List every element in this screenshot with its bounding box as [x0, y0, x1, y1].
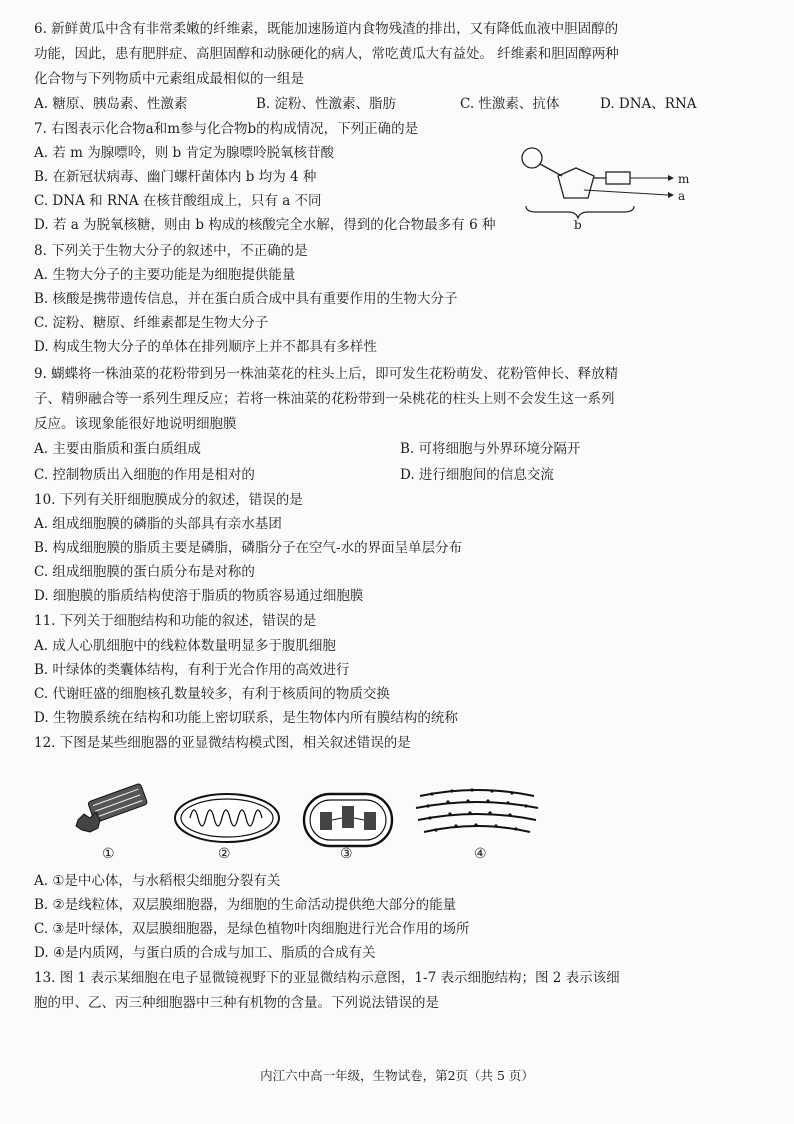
q7-option-d: D. 若 a 为脱氧核糖，则由 b 构成的核酸完全水解，得到的化合物最多有 6 种 — [34, 217, 496, 233]
q10-stem: 10. 下列有关肝细胞膜成分的叙述，错误的是 — [34, 492, 303, 508]
q10-option-d: D. 细胞膜的脂质结构使溶于脂质的物质容易通过细胞膜 — [34, 588, 364, 604]
q7-option-c: C. DNA 和 RNA 在核苷酸组成上，只有 a 不同 — [34, 193, 322, 209]
er-figure — [412, 786, 542, 846]
mitochondrion-figure — [172, 790, 282, 846]
q8-option-b: B. 核酸是携带遗传信息，并在蛋白质合成中具有重要作用的生物大分子 — [34, 291, 458, 307]
q10-option-b: B. 构成细胞膜的脂质主要是磷脂，磷脂分子在空气-水的界面呈单层分布 — [34, 540, 463, 556]
q8-option-a: A. 生物大分子的主要功能是为细胞提供能量 — [34, 267, 296, 283]
fig-label-b: b — [574, 218, 582, 232]
q7-option-b: B. 在新冠状病毒、幽门螺杆菌体内 b 均为 4 种 — [34, 169, 317, 185]
q7-stem: 7. 右图表示化合物a和m参与化合物b的构成情况，下列正确的是 — [34, 121, 419, 137]
q10-option-c: C. 组成细胞膜的蛋白质分布是对称的 — [34, 564, 255, 580]
q6-line1: 6. 新鲜黄瓜中含有非常柔嫩的纤维素，既能加速肠道内食物残渣的排出，又有降低血液中胆固醇的 — [34, 21, 619, 37]
fig-label-a: a — [678, 189, 686, 203]
centriole-figure — [68, 778, 158, 838]
q8-stem: 8. 下列关于生物大分子的叙述中，不正确的是 — [34, 243, 308, 259]
q8-option-d: D. 构成生物大分子的单体在排列顺序上并不都具有多样性 — [34, 339, 377, 355]
q11-option-a: A. 成人心肌细胞中的线粒体数量明显多于腹肌细胞 — [34, 638, 336, 654]
q12-option-b: B. ②是线粒体，双层膜细胞器，为细胞的生命活动提供绝大部分的能量 — [34, 897, 457, 913]
figure-label-1: ① — [102, 846, 115, 862]
q13-line2: 胞的甲、乙、丙三种细胞器中三种有机物的含量。下列说法错误的是 — [34, 995, 439, 1011]
nucleotide-diagram — [518, 140, 708, 232]
figure-label-3: ③ — [340, 846, 353, 862]
q8-option-c: C. 淀粉、糖原、纤维素都是生物大分子 — [34, 315, 269, 331]
q9-option-b: B. 可将细胞与外界环境分隔开 — [400, 441, 581, 457]
q11-option-d: D. 生物膜系统在结构和功能上密切联系，是生物体内所有膜结构的统称 — [34, 710, 458, 726]
q9-line3: 反应。该现象能很好地说明细胞膜 — [34, 416, 237, 432]
q13-line1: 13. 图 1 表示某细胞在电子显微镜视野下的亚显微结构示意图，1-7 表示细胞结构；图 2 表示该细 — [34, 970, 620, 986]
q9-line1: 9. 蝴蝶将一株油菜的花粉带到另一株油菜花的柱头上后，即可发生花粉萌发、花粉管伸长、释放精 — [34, 366, 619, 382]
q9-line2: 子、精卵融合等一系列生理反应；若将一株油菜的花粉带到一朵桃花的柱头上则不会发生这一系列 — [34, 391, 615, 407]
q6-line3: 化合物与下列物质中元素组成最相似的一组是 — [34, 71, 304, 87]
q6-option-a: A. 糖原、胰岛素、性激素 — [34, 96, 188, 112]
page-footer: 内江六中高一年级，生物试卷，第2页（共 5 页） — [260, 1068, 534, 1083]
q11-option-b: B. 叶绿体的类囊体结构，有利于光合作用的高效进行 — [34, 662, 350, 678]
q9-option-d: D. 进行细胞间的信息交流 — [400, 467, 554, 483]
q6-option-b: B. 淀粉、性激素、脂肪 — [256, 96, 397, 112]
q12-option-c: C. ③是叶绿体，双层膜细胞器，是绿色植物叶肉细胞进行光合作用的场所 — [34, 921, 470, 937]
q9-option-c: C. 控制物质出入细胞的作用是相对的 — [34, 467, 255, 483]
q7-option-a: A. 若 m 为腺嘌呤，则 b 肯定为腺嘌呤脱氧核苷酸 — [34, 145, 334, 161]
q11-option-c: C. 代谢旺盛的细胞核孔数量较多，有利于核质间的物质交换 — [34, 686, 390, 702]
figure-label-2: ② — [218, 846, 231, 862]
chloroplast-figure — [300, 790, 396, 850]
q11-stem: 11. 下列关于细胞结构和功能的叙述，错误的是 — [34, 613, 317, 629]
q10-option-a: A. 组成细胞膜的磷脂的头部具有亲水基团 — [34, 516, 282, 532]
q12-stem: 12. 下图是某些细胞器的亚显微结构模式图，相关叙述错误的是 — [34, 735, 411, 751]
q6-line2: 功能，因此，患有肥胖症、高胆固醇和动脉硬化的病人，常吃黄瓜大有益处。 纤维素和胆固醇两种 — [34, 46, 619, 62]
q6-option-c: C. 性激素、抗体 — [460, 96, 560, 112]
q12-option-d: D. ④是内质网，与蛋白质的合成与加工、脂质的合成有关 — [34, 945, 376, 961]
q9-option-a: A. 主要由脂质和蛋白质组成 — [34, 441, 201, 457]
figure-label-4: ④ — [474, 846, 487, 862]
q6-option-d: D. DNA、RNA — [600, 96, 697, 112]
fig-label-m: m — [678, 172, 690, 186]
q12-option-a: A. ①是中心体，与水稻根尖细胞分裂有关 — [34, 873, 281, 889]
